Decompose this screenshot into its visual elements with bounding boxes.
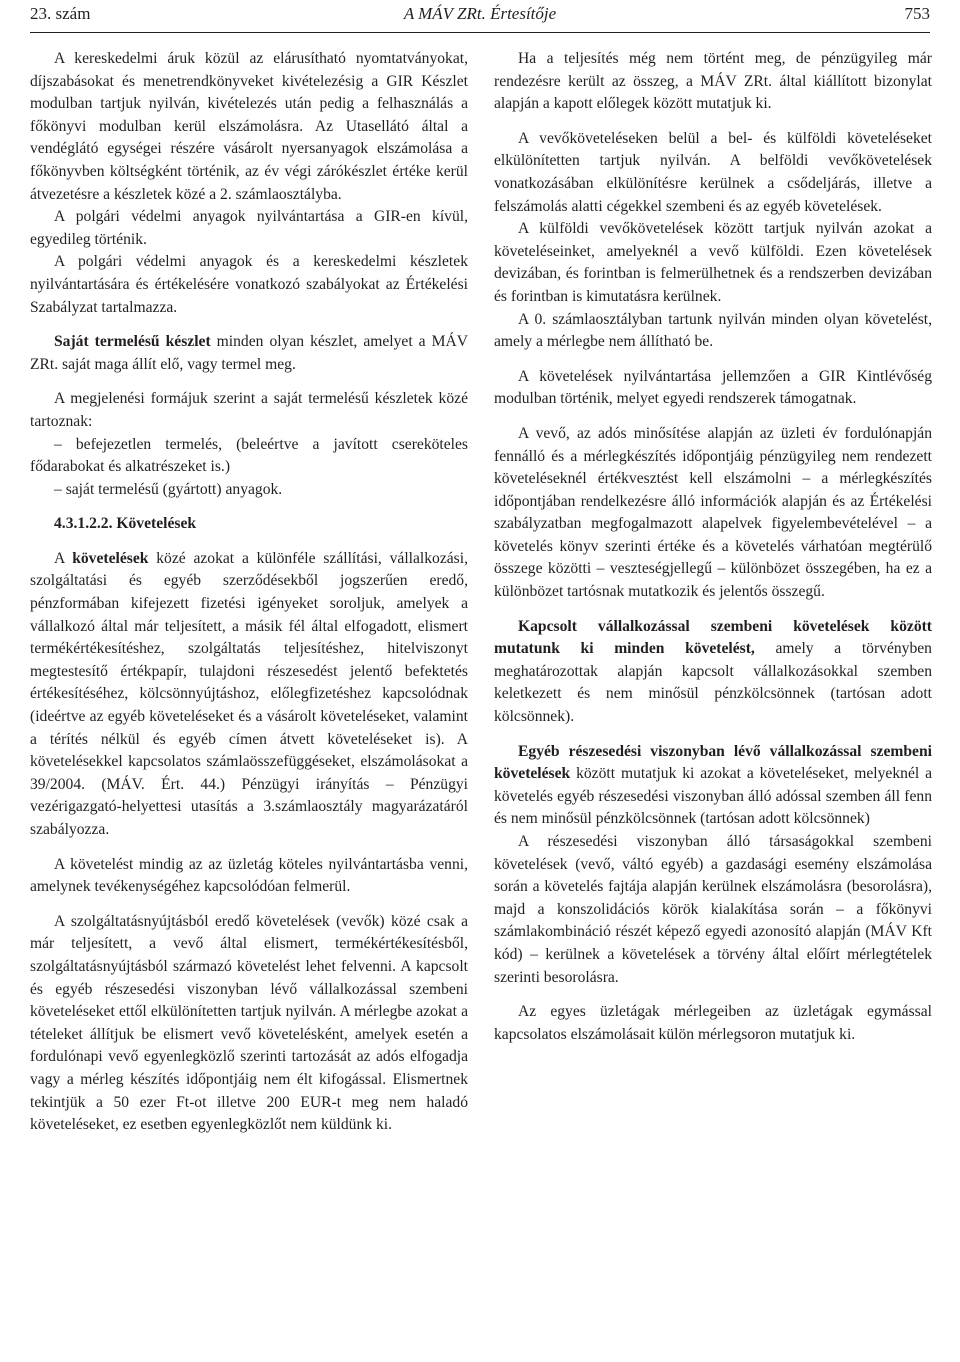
publication-title: A MÁV ZRt. Értesítője [403,4,557,23]
left-column [30,48,468,1137]
header-rule [30,32,930,33]
bold-term: követelések [72,549,149,567]
bold-term: Saját termelésű készlet [54,333,211,351]
page-number: 753 [904,4,930,23]
paragraph: A vevőköveteléseken belül a bel- és külföldi követeléseket elkülönítetten tartjuk nyilván. A belföldi vevőkövetelések vonatkozásában elkülönítésre kerülnek a csődeljárás, illetve a felszámolás alatti cégekkel szembeni és az egyéb követelések. [494,129,932,215]
paragraph: Ha a teljesítés még nem történt meg, de pénzügyileg már rendezésre került az összeg, a MÁV ZRt. által kiállított bizonylat alapján a kapott előlegek között mutatjuk ki. [494,50,932,113]
paragraph: A részesedési viszonyban álló társaságokkal szembeni követelések (vevő, váltó egyéb) a gazdasági esemény elszámolása során a követelés fajtája alapján kerülnek elszámolásra (besorolásra), majd a konszolidációs körök kialakítása során – a főkönyvi számlakombináció részét képező egyedi azonosító alapján (MÁV Kft kód) – kerülnek a követelések a törvény által előírt mérlegtételek szerinti besorolásra. [494,833,932,986]
bold-term: Kapcsolt vállalkozással szembeni követelések között mutatunk ki minden követelést, [494,617,932,658]
paragraph: A polgári védelmi anyagok és a kereskedelmi készletek nyilvántartására és értékelésére vonatkozó szabályokat az Értékelési Szabályzat tartalmazza. [30,253,468,316]
issue-number: 23. szám [30,4,91,23]
paragraph: Az egyes üzletágak mérlegeiben az üzletágak egymással kapcsolatos elszámolásait külön mérlegsoron mutatjuk ki. [494,1003,932,1043]
section-heading: 4.3.1.2.2. Követelések [54,515,197,533]
paragraph: A szolgáltatásnyújtásból eredő követelések (vevők) közé csak a már teljesített, a vevő által elismert, termékértékesítésből, szolgáltatásnyújtásból származó követelést lehet felvenni. A kapcsolt és egyéb részesedési viszonyban lévő vállalkozással szembeni követeléseket ettől elkülönítetten tartjuk nyilván. A mérlegbe azokat a tételeket állítjuk be elismert vevő követelésként, amelyek esetén a fordulónapi vevő egyenlegközlő szerinti tartozását az adós elfogadja vagy a mérleg készítés időpontjáig nem élt kifogással. Elismertnek tekintjük a 50 ezer Ft-ot illetve 200 EUR-t meg nem haladó követeléseket, ez esetben egyenlegközlőt nem küldünk ki. [30,912,468,1134]
page-header [30,4,930,32]
paragraph: Kapcsolt vállalkozással szembeni követelések között mutatunk ki minden követelést, amely a törvényben meghatározottak alapján kapcsolt vállalkozásokkal szemben keletkezett és nem minősül pénzkölcsönnek (tartósan adott kölcsönnek). [494,617,932,726]
paragraph: Saját termelésű készlet minden olyan készlet, amelyet a MÁV ZRt. saját maga állít elő, vagy termel meg. [30,333,469,373]
paragraph: A külföldi vevőkövetelések között tartjuk nyilván azokat a követeléseinket, amelyeknél a vevő külföldi. Ezen követelések devizában, és forintban is felmerülhetnek és a rendszerben devizában és forintban is kimutatásra kerülnek. [494,220,932,305]
paragraph: A vevő, az adós minősítése alapján az üzleti év fordulónapján fennálló és a mérlegkészítés időpontjáig pénzügyileg nem rendezett követeléseknél értékvesztést kell elszámolni – a mérlegkészítés időpontjában rendelkezésre álló információk alapján és az Értékelési szabályzatban megfogalmazott alapelvek figyelembevételével – a követelés könyv szerinti értéke és a követelés várhatóan megtérülő összege közötti – veszteségjellegű – különbözet összegében, ha ez a különbözet tartósnak mutatkozik és jelentős összegű. [494,424,932,601]
paragraph: A követelések közé azokat a különféle szállítási, vállalkozási, szolgáltatási és egyéb szerződésekből jogszerűen eredő, pénzformában kifejezett fizetési igényeket soroljuk, amelyek a vállalkozó által már teljesített, a másik fél által elfogadott, elismert termékértékesítéshez, szolgáltatás teljesítéshez, hitelviszonyt megtestesítő értékpapír, tulajdoni részesedést jelentő befektetés értékesítéséhez, kölcsönnyújtáshoz, előlegfizetéshez kapcsolódnak (ideértve az egyéb követeléseket és a vásárolt követeléseket, valamint a térítés nélkül és egyéb címen átvett követeléseket is). A követelésekkel kapcsolatos számlaösszefüggéseket, elszámolásokat a 39/2004. (MÁV. Ért. 44.) Pénzügyi irányítás – Pénzügyi vezérigazgató-helyettesi utasítás a 3.számlaosztály magyarázatáról szabályozza. [30,549,468,838]
paragraph: A megjelenési formájuk szerint a saját termelésű készletek közé tartoznak: [30,390,468,430]
paragraph: A polgári védelmi anyagok nyilvántartása a GIR-en kívül, egyedileg történik. [30,208,468,248]
list-item: – befejezetlen termelés, (beleértve a javított csereköteles fődarabokat és alkatrészeket is.) [30,435,468,476]
right-column [494,48,932,1046]
paragraph: A követelést mindig az az üzletág köteles nyilvántartásba venni, amelynek tevékenységéhez kapcsolódóan felmerül. [30,855,468,896]
bold-term: Egyéb részesedési viszonyban lévő vállalkozással szembeni követelések [494,742,932,783]
list-item: – saját termelésű (gyártott) anyagok. [54,480,283,498]
paragraph: A követelések nyilvántartása jellemzően a GIR Kintlévőség modulban történik, melyet egyedi rendszerek támogatnak. [494,367,932,408]
paragraph: Egyéb részesedési viszonyban lévő vállalkozással szembeni követelések között mutatjuk ki azokat a követeléseket, melyeknél a követelés egyéb részesedési viszonyban álló adóssal szemben áll fenn és nem minősül pénzkölcsönnek (tartósan adott kölcsönnek) [494,742,932,828]
paragraph: A 0. számlaosztályban tartunk nyilván minden olyan követelést, amely a mérlegbe nem állítható be. [494,310,932,351]
paragraph: A kereskedelmi áruk közül az elárusítható nyomtatványokat, díjszabásokat és menetrendkönyveket kivételezésig a GIR Készlet modulban tartjuk nyilván, kivételezés után pedig a felhasználás a főkönyvi modulban kerül elszámolásra. Az Utasellátó által a vendéglátó egységei részére vásárolt nyersanyagok elszámolása a főkönyvben költségként történik, az év végi zárókészlet értéke kerül átvezetésre a készletek közé a 2. számlaosztályba. [30,50,468,203]
